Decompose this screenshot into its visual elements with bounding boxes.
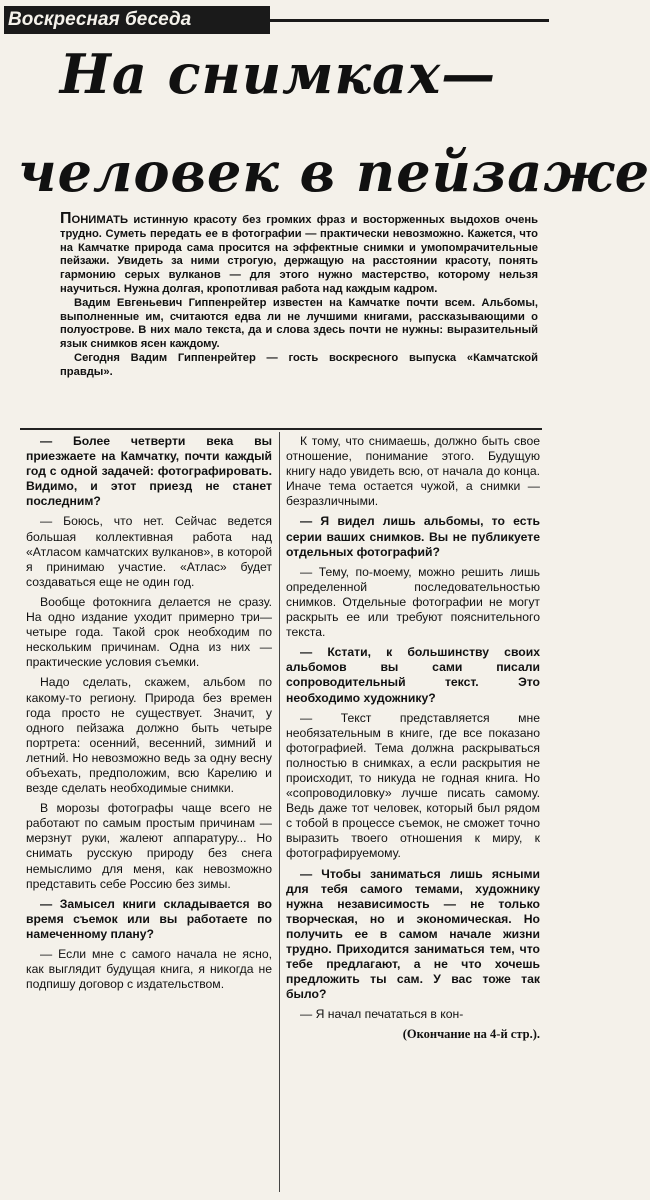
section-divider <box>20 428 542 430</box>
interview-answer: Вообще фотокнига делается не сразу. На одно издание уходит примерно три—четыре года. Такой срок необходим по нескольким причинам. Одна из них — практические условия съемки. <box>26 594 272 670</box>
interview-answer: — Я начал печататься в кон- <box>300 1007 464 1022</box>
continuation-note: (Окончание на 4-й стр.). <box>402 1027 540 1042</box>
interview-question: — Чтобы заниматься лишь ясными для тебя самого темами, художнику нужна независимость — не только творческая, но и экономическая. Но получить ее в самом начале жизни трудно. Приходится заниматься тем, что тебе предлагают, а не что хочешь предложить ты сам. У вас тоже так было? <box>286 866 540 1002</box>
interview-question: — Более четверти века вы приезжаете на Камчатку, почти каждый год с одной задачей: фотографировать. Видимо, и этот приезд не станет последним? <box>26 434 272 509</box>
interview-answer: К тому, что снимаешь, должно быть свое отношение, понимание этого. Будущую книгу надо увидеть всю, от начала до конца. Иначе тема остается чужой, а снимки — безразличными. <box>286 434 540 509</box>
lead-intro <box>60 212 538 380</box>
lead-text-1: ОНИМАТЬ истинную красоту без громких фраз и восторженных выдохов очень трудно. Суметь передать ее в фотографии — практически невозможно. Кажется, что на Камчатке природа сама просится на эффектные снимки и умопомрачительные пейзажи. Увидеть за ними строгую, держащую на расстоянии красоту, понять гармонию серых вулканов — для этого нужно мастерство, которому нельзя научиться. Нужна долгая, кропотливая работа над каждым кадром. <box>60 214 538 295</box>
right-column <box>286 434 540 1048</box>
column-divider <box>279 432 280 1192</box>
rubric-rule <box>270 19 549 22</box>
lead-paragraph-2: Вадим Евгеньевич Гиппенрейтер известен на Камчатке почти всем. Альбомы, выполненные им, считаются едва ли не лучшими книгами, рассказывающими о полуострове. В них мало текста, да и слова здесь почти не нужны: выразительный язык снимков ясен каждому. <box>60 296 538 351</box>
lead-paragraph-1 <box>60 212 538 297</box>
interview-question: — Кстати, к большинству своих альбомов вы сами писали сопроводительный текст. Это необходимо художнику? <box>286 645 540 705</box>
interview-answer: В морозы фотографы чаще всего не работают по самым простым причинам — мерзнут руки, жалеют аппаратуру... Но снимать русскую природу без снега немыслимо для меня, как невозможно представить себе Россию без зимы. <box>26 801 272 891</box>
interview-question: — Замысел книги складывается во время съемок или вы работаете по намеченному плану? <box>26 896 272 941</box>
interview-answer: — Если мне с самого начала не ясно, как выглядит будущая книга, я никогда не подпишу договор с издательством. <box>26 947 272 992</box>
interview-question: — Я видел лишь альбомы, то есть серии ваших снимков. Вы не публикуете отдельных фотографий? <box>286 514 540 559</box>
interview-answer: — Тему, по-моему, можно решить лишь определенной последовательностью снимков. Отдельные фотографии не могут раскрыть ее или требуют пояснительного текста. <box>286 564 540 640</box>
drop-cap: П <box>60 210 72 227</box>
rubric-label: Воскресная беседа <box>4 6 270 34</box>
interview-answer: — Текст представляется мне необязательным в книге, где все показано фотографией. Тема должна раскрываться полностью в снимках, а если раскрытия не происходит, то никуда не годная книга. Но «сопроводиловку» лучше писать самому. Ведь даже тот человек, который был рядом с тобой в процессе съемок, не сможет точно выразить твоего отношения к миру, к фотографируемому. <box>286 710 540 861</box>
left-column <box>26 434 272 997</box>
lead-paragraph-3: Сегодня Вадим Гиппенрейтер — гость воскресного выпуска «Камчатской правды». <box>60 351 538 378</box>
interview-answer: — Боюсь, что нет. Сейчас ведется большая коллективная работа над «Атласом камчатских вулканов», в которой я принимаю участие. «Атлас» будет создаваться еще не один год. <box>26 514 272 589</box>
headline-line-1: На снимках— <box>59 42 497 106</box>
interview-answer: Надо сделать, скажем, альбом по какому-то региону. Природа без времен года просто не существует. Значит, у одного пейзажа должно быть четыре портрета: осенний, весенний, зимний и летний. Но невозможно ведь за одну весну объехать, предположим, всю Карелию и везде сделать необходимые снимки. <box>26 675 272 796</box>
headline-line-2: человек в пейзаже <box>18 140 650 204</box>
